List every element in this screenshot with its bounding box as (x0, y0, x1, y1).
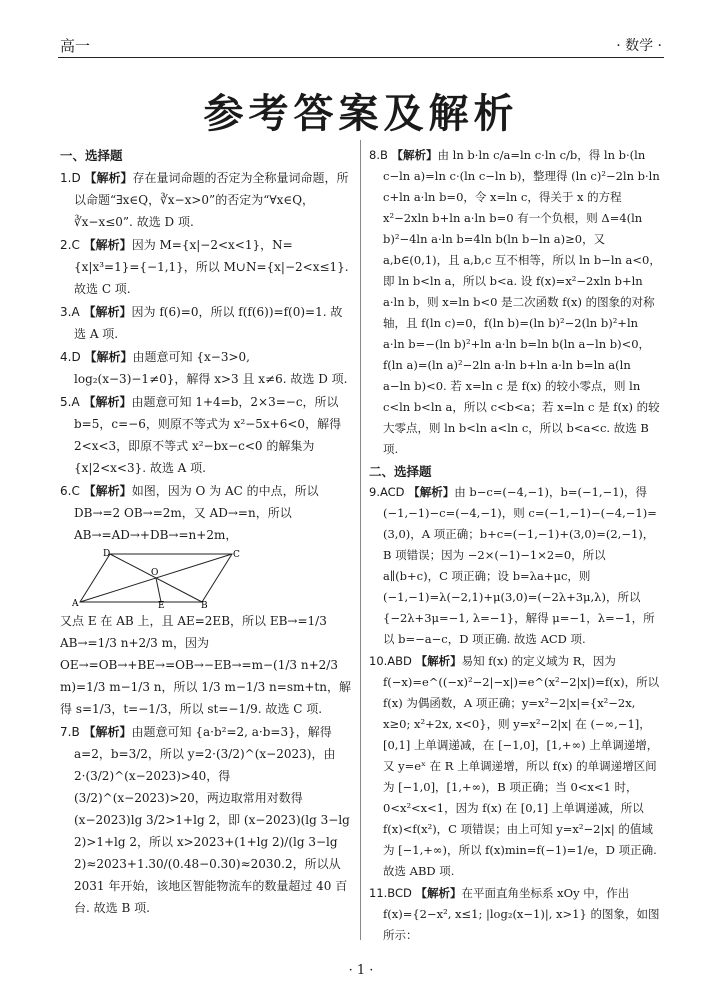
item-answer: A (71, 395, 80, 409)
header-rule (58, 57, 664, 58)
item-answer: ACD (379, 485, 405, 499)
section-heading-choice: 一、选择题 (60, 148, 123, 163)
item-text: 由 ln b·ln c/a=ln c·ln c/b，得 ln b·(ln c−ln a)=ln c·(ln c−ln b)，整理得 (ln c)²−2ln b·ln c+ln a·ln b=0，令 x=ln c，得关于 x 的方程 x²−2xln b+ln a·ln b=0 有一个负根，则 Δ=4(ln b)²−4ln a·ln b=4ln b(ln b−ln a)≥0，又 a,b∈(0,1)，且 a,b,c 互不相等，所以 ln b−ln a<0，即 ln b<ln a，所以 b<a. 设 f(x)=x²−2xln b+ln a·ln b，则 x=ln b<0 是二次函数 f(x) 的图象的对称轴，且 f(ln c)=0，f(ln b)=(ln b)²−2(ln b)²+ln a·ln b=−(ln b)²+ln a·ln b=ln b(ln a−ln b)<0，f(ln a)=(ln a)²−2ln a·ln b+ln a·ln b=ln a(ln a−ln b)<0. 若 x=ln c 是 f(x) 的较小零点，则 ln c<ln b<ln a，所以 c<b<a；若 x=ln c 是 f(x) 的较大零点，则 ln b<ln a<ln c，所以 b<a<c. 故选 B 项. (383, 148, 661, 456)
item-text: 由题意可知 {a·b²=2, a·b=3}，解得 a=2，b=3/2，所以 y=2·(3/2)^(x−2023)，由 2·(3/2)^(x−2023)>40，得 (3/2)^(x−2023)>20，两边取常用对数得 (x−2023)lg 3/2>1+lg 2，即 (x−2023)(lg 3−lg 2)>1+lg 2，所以 x>2023+(1+lg 2)/(lg 3−lg 2)≈2023+1.30/(0.48−0.30)≈2030.2，所以从 2031 年开始，该地区智能物流车的数量超过 40 百台. 故选 B 项. (74, 725, 350, 915)
item-text: 由 b−c=(−4,−1)，b=(−1,−1)，得 (−1,−1)−c=(−4,−1)，则 c=(−1,−1)−(−4,−1)=(3,0)，A 项正确；b+c=(−1,−1)+(3,0)=(2,−1)，B 项错误；因为 −2×(−1)−1×2=0，所以 a∥(b+c)，C 项正确；设 b=λa+μc，则 (−1,−1)=λ(−2,1)+μ(3,0)=(−2λ+3μ,λ)，所以 {−2λ+3μ=−1, λ=−1}，解得 μ=−1，λ=−1，所以 b=−a−c，D 项正确. 故选 ACD 项. (383, 485, 657, 646)
answer-item (60, 301, 352, 345)
item-number: 5. (60, 395, 72, 409)
item-number: 2. (60, 238, 72, 252)
parallelogram-figure (72, 548, 242, 608)
item-text: 存在量词命题的否定为全称量词命题，所以命题“∃x∈Q，∛x−x>0”的否定为“∀x∈Q，∛x−x≤0”. 故选 D 项. (74, 171, 349, 229)
answer-item (369, 482, 661, 650)
item-tag: 【解析】 (83, 395, 132, 409)
answer-item (60, 346, 352, 390)
answer-item (369, 883, 661, 946)
item-answer: C (71, 238, 80, 252)
column-divider (360, 140, 361, 940)
item-number: 3. (60, 305, 72, 319)
item-number: 7. (60, 725, 72, 739)
item-number: 4. (60, 350, 72, 364)
item-tag: 【解析】 (84, 350, 133, 364)
answer-item (60, 480, 352, 546)
answer-item (60, 167, 352, 233)
right-column (369, 145, 661, 947)
item-number: 6. (60, 484, 72, 498)
item-number: 9. (369, 485, 380, 499)
item-number: 10. (369, 654, 388, 668)
item-tag: 【解析】 (83, 305, 132, 319)
left-column (60, 145, 352, 920)
item-tag: 【解析】 (415, 654, 462, 668)
item-number: 1. (60, 171, 72, 185)
item-text: 由题意可知 {x−3>0, log₂(x−3)−1≠0}，解得 x>3 且 x≠6. 故选 D 项. (74, 350, 348, 386)
figure-label-a: A (72, 599, 79, 608)
item-tag: 【解析】 (391, 148, 438, 162)
figure-label-c: C (233, 550, 240, 560)
item-answer: B (379, 148, 388, 162)
item-text: 在平面直角坐标系 xOy 中，作出 f(x)={2−x², x≤1; |log₂(x−1)|, x>1} 的图象，如图所示： (383, 886, 660, 942)
item-text: 由题意可知 1+4=b，2×3=−c，所以 b=5，c=−6，则原不等式为 x²−5x+6<0，解得 2<x<3，即原不等式 x²−bx−c<0 的解集为 {x|2<x<3}. 故选 A 项. (74, 395, 342, 475)
item-number: 8. (369, 148, 380, 162)
item-answer: ABD (387, 654, 412, 668)
item-answer: BCD (387, 886, 412, 900)
page-number: · 1 · (348, 963, 374, 978)
answer-item (369, 651, 661, 882)
item-tag: 【解析】 (415, 886, 462, 900)
item-answer: A (71, 305, 80, 319)
figure-label-o: O (151, 568, 159, 578)
item-answer: D (71, 171, 81, 185)
item-tag: 【解析】 (83, 725, 132, 739)
item-number: 11. (369, 886, 388, 900)
item-answer: D (71, 350, 81, 364)
answer-item-continuation: 又点 E 在 AB 上，且 AE=2EB，所以 EB→=1/3 AB→=1/3 n+2/3 m，因为 OE→=OB→+BE→=OB→−EB→=m−(1/3 n+2/3 m)=1/3 m−1/3 n，所以 1/3 m−1/3 n=sm+tn，解得 s=1/3，t=−1/3，所以 st=−1/9. 故选 C 项. (60, 614, 351, 716)
item-tag: 【解析】 (84, 171, 133, 185)
item-tag: 【解析】 (408, 485, 455, 499)
answer-item (60, 391, 352, 479)
figure-label-b: B (201, 601, 208, 608)
answer-item (60, 721, 352, 919)
header-grade: 高一 (60, 37, 91, 55)
section-heading-multi-choice: 二、选择题 (369, 464, 432, 479)
figure-label-d: D (103, 549, 111, 559)
answer-item (60, 234, 352, 300)
item-text: 易知 f(x) 的定义域为 R，因为 f(−x)=e^((−x)²−2|−x|)=e^(x²−2|x|)=f(x)，所以 f(x) 为偶函数，A 项正确；y=x²−2|x|={x²−2x, x≥0; x²+2x, x<0}，则 y=x²−2|x| 在 (−∞,−1]，[0,1] 上单调递减，在 [−1,0]，[1,+∞) 上单调递增，又 y=eˣ 在 R 上单调递增，所以 f(x) 的单调递增区间为 [−1,0]，[1,+∞)，B 项正确；当 0<x<1 时，0<x²<x<1，因为 f(x) 在 [0,1] 上单调递减，所以 f(x)<f(x²)，C 项错误；由上可知 y=x²−2|x| 的值域为 [−1,+∞)，所以 f(x)min=f(−1)=1/e，D 项正确. 故选 ABD 项. (383, 654, 660, 878)
item-answer: C (71, 484, 80, 498)
header-subject: · 数学 · (616, 38, 662, 54)
item-text: 因为 M={x|−2<x<1}，N={x|x³=1}={−1,1}，所以 M∪N={x|−2<x≤1}. 故选 C 项. (74, 238, 349, 296)
item-answer: B (71, 725, 80, 739)
item-tag: 【解析】 (83, 484, 132, 498)
item-tag: 【解析】 (83, 238, 132, 252)
figure-label-e: E (158, 601, 165, 608)
answer-item (369, 145, 661, 460)
item-text: 因为 f(6)=0，所以 f(f(6))=f(0)=1. 故选 A 项. (74, 305, 343, 341)
page-title: 参考答案及解析 (203, 91, 519, 137)
item-text: 如图，因为 O 为 AC 的中点，所以 DB→=2 OB→=2m，又 AD→=n，所以 AB→=AD→+DB→=n+2m， (74, 484, 319, 542)
